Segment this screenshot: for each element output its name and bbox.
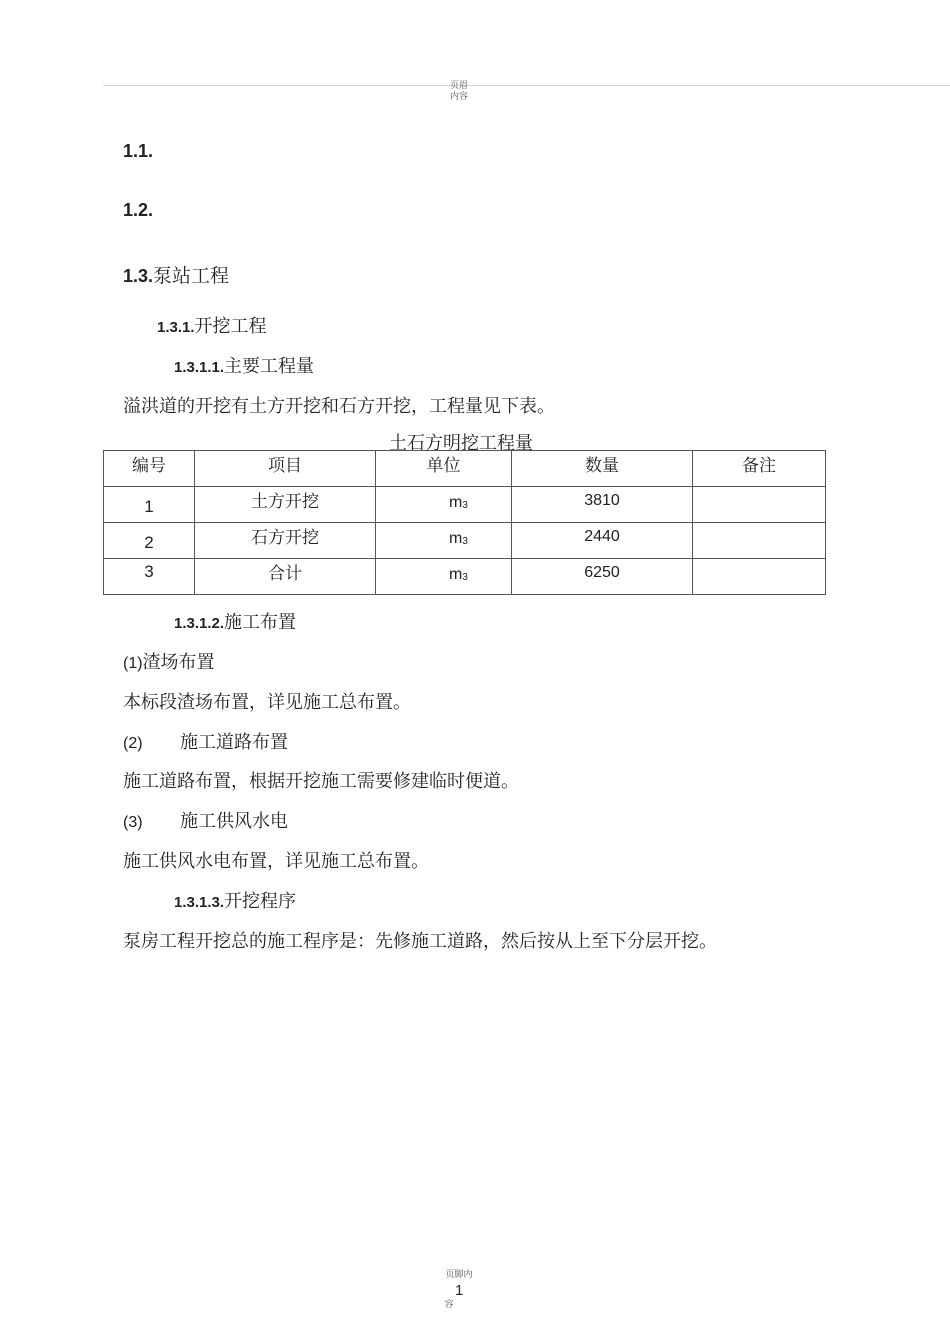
item-cell: 石方开挖	[195, 523, 376, 559]
heading-text: 主要工程量	[224, 356, 315, 377]
table-header-row	[104, 451, 826, 487]
row-number-cell: 1	[104, 487, 195, 523]
heading-text: 开挖程序	[224, 891, 297, 912]
heading-1-3-1	[157, 312, 267, 338]
list-item-number: (1)	[123, 655, 143, 672]
list-item-number: (2)	[123, 735, 143, 752]
list-item-title: 渣场布置	[142, 652, 215, 673]
heading-1-3-1-2	[174, 608, 296, 634]
table-row	[104, 523, 826, 559]
heading-text: 开挖工程	[194, 316, 267, 337]
heading-number: 1.3.1.	[157, 319, 195, 336]
footer-line-2: 容	[444, 1300, 454, 1310]
list-item-1-title	[123, 648, 215, 674]
list-item-3-title	[123, 807, 288, 833]
intro-paragraph: 溢洪道的开挖有土方开挖和石方开挖，工程量见下表。	[123, 396, 555, 417]
table-header-cell: 编号	[104, 451, 195, 487]
row-number-cell: 2	[104, 523, 195, 559]
table-row	[104, 559, 826, 595]
header-rule	[103, 85, 950, 86]
list-item-title: 施工道路布置	[180, 732, 288, 753]
heading-number: 1.3.	[123, 266, 154, 286]
item-cell: 合计	[195, 559, 376, 595]
heading-number: 1.2.	[123, 200, 154, 220]
heading-number: 1.3.1.1.	[174, 359, 225, 376]
heading-1-3-1-3	[174, 887, 296, 913]
table-caption: 土石方明挖工程量	[389, 433, 533, 454]
footer-line-1: 页脚内	[445, 1270, 473, 1280]
header-line-1: 页眉	[449, 81, 468, 91]
list-item-2-title	[123, 728, 288, 754]
quantity-table	[103, 450, 826, 595]
row-number-cell: 3	[104, 559, 195, 595]
heading-number: 1.3.1.2.	[174, 615, 225, 632]
heading-number: 1.1.	[123, 141, 154, 161]
heading-text: 泵站工程	[153, 265, 230, 287]
list-item-2-body: 施工道路布置，根据开挖施工需要修建临时便道。	[123, 771, 519, 792]
list-item-1-body: 本标段渣场布置，详见施工总布置。	[123, 692, 411, 713]
table-header-cell: 单位	[376, 451, 512, 487]
quantity-cell: 6250	[512, 559, 693, 595]
header-line-2: 内容	[449, 92, 468, 102]
procedure-paragraph: 泵房工程开挖总的施工程序是：先修施工道路，然后按从上至下分层开挖。	[123, 931, 717, 952]
unit-cell: $m^3$	[376, 487, 512, 523]
header-text	[440, 81, 478, 103]
heading-1-3-1-1	[174, 352, 314, 378]
item-cell: 土方开挖	[195, 487, 376, 523]
unit-cell: $m^3$	[376, 523, 512, 559]
note-cell	[693, 487, 826, 523]
heading-1-2	[123, 199, 153, 221]
heading-1-3	[123, 261, 229, 288]
quantity-cell: 2440	[512, 523, 693, 559]
table-header-cell: 数量	[512, 451, 693, 487]
note-cell	[693, 559, 826, 595]
list-item-number: (3)	[123, 814, 143, 831]
note-cell	[693, 523, 826, 559]
page-number: 1	[455, 1282, 464, 1299]
heading-text: 施工布置	[224, 612, 297, 633]
table-header-cell: 备注	[693, 451, 826, 487]
quantity-cell: 3810	[512, 487, 693, 523]
table-header-cell: 项目	[195, 451, 376, 487]
unit-cell: $m^3$	[376, 559, 512, 595]
table-row	[104, 487, 826, 523]
heading-1-1	[123, 140, 153, 162]
heading-number: 1.3.1.3.	[174, 894, 225, 911]
list-item-3-body: 施工供风水电布置，详见施工总布置。	[123, 851, 429, 872]
list-item-title: 施工供风水电	[180, 811, 288, 832]
